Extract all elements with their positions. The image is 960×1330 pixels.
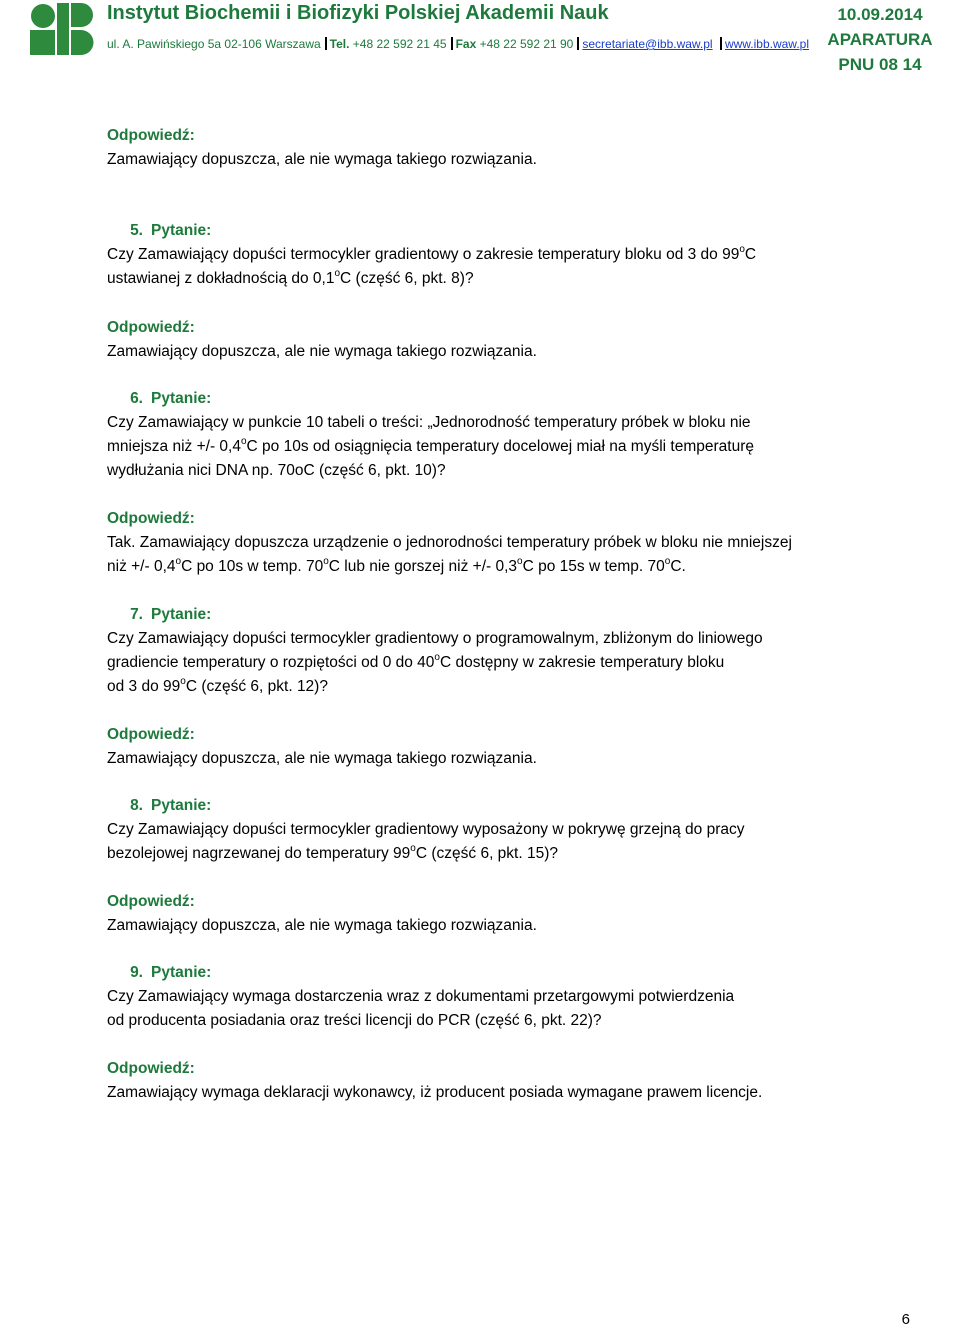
fax-value: +48 22 592 21 90	[479, 37, 574, 51]
question-text	[107, 845, 558, 863]
institute-name: Instytut Biochemii i Biofizyki Polskiej Akademii Nauk	[107, 2, 609, 24]
question-text: Czy Zamawiający dopuści termocykler gradientowy wyposażony w pokrywę grzejną do pracy	[107, 821, 745, 838]
text-segment: C	[744, 246, 757, 263]
degree-sup: o	[334, 268, 341, 279]
question-number: 7.	[130, 606, 143, 623]
answer-text: Zamawiający wymaga deklaracji wykonawcy, iż producent posiada wymagane prawem licencje.	[107, 1084, 763, 1101]
text-segment: Czy Zamawiający dopuści termocykler gradientowy o zakresie temperatury bloku od 3 do 99	[107, 246, 740, 263]
question-text	[107, 678, 328, 696]
separator	[451, 37, 453, 50]
question-heading	[107, 606, 211, 624]
question-number: 9.	[130, 964, 143, 981]
text-segment: ustawianej z dokładnością do 0,1	[107, 270, 335, 287]
degree-sup: o	[517, 556, 523, 567]
separator	[720, 37, 722, 50]
question-label: Pytanie:	[151, 964, 212, 981]
tel-value: +48 22 592 21 45	[352, 37, 447, 51]
degree-sup: o	[240, 436, 247, 447]
answer-text: Zamawiający dopuszcza, ale nie wymaga takiego rozwiązania.	[107, 151, 537, 168]
text-segment: C po 15s w temp. 70	[522, 558, 665, 575]
degree-sup: o	[410, 843, 416, 854]
degree-sup: o	[323, 556, 329, 567]
degree-sup: o	[739, 244, 745, 255]
answer-text: Zamawiający dopuszcza, ale nie wymaga takiego rozwiązania.	[107, 343, 537, 360]
answer-text	[107, 558, 686, 576]
answer-label: Odpowiedź:	[107, 726, 195, 743]
answer-label: Odpowiedź:	[107, 127, 195, 144]
question-label: Pytanie:	[151, 606, 212, 623]
question-label: Pytanie:	[151, 222, 212, 239]
degree-sup: o	[664, 556, 671, 567]
text-segment: C (część 6, pkt. 8)?	[340, 270, 474, 287]
answer-label: Odpowiedź:	[107, 319, 195, 336]
question-label: Pytanie:	[151, 390, 212, 407]
text-segment: od 3 do 99	[107, 678, 181, 695]
text-segment: niż +/- 0,4	[107, 558, 176, 575]
question-heading	[107, 964, 211, 982]
website-link[interactable]: www.ibb.waw.pl	[724, 37, 809, 51]
question-text	[107, 438, 754, 456]
answer-label: Odpowiedź:	[107, 1060, 195, 1077]
question-text	[107, 654, 724, 672]
address: ul. A. Pawińskiego 5a 02-106 Warszawa	[107, 37, 321, 51]
separator	[325, 37, 327, 50]
text-segment: C po 10s od osiągnięcia temperatury docelowej miał na myśli temperaturę	[246, 438, 754, 455]
fax-label: Fax	[455, 37, 477, 51]
question-number: 6.	[130, 390, 143, 407]
answer-text: Tak. Zamawiający dopuszcza urządzenie o jednorodności temperatury próbek w bloku nie mniejszej	[107, 534, 792, 551]
page-number: 6	[901, 1311, 910, 1328]
question-text: wydłużania nici DNA np. 70oC (część 6, pkt. 10)?	[107, 462, 446, 479]
question-text: Czy Zamawiający wymaga dostarczenia wraz z dokumentami przetargowymi potwierdzenia	[107, 988, 735, 1005]
text-segment: C dostępny w zakresie temperatury bloku	[439, 654, 725, 671]
question-text: Czy Zamawiający w punkcie 10 tabeli o treści: „Jednorodność temperatury próbek w bloku nie	[107, 414, 751, 431]
text-segment: gradiencie temperatury o rozpiętości od 0 do 40	[107, 654, 435, 671]
question-text	[107, 270, 474, 288]
text-segment: C po 10s w temp. 70	[181, 558, 324, 575]
text-segment: C (część 6, pkt. 12)?	[185, 678, 328, 695]
degree-sup: o	[180, 676, 186, 687]
header-meta	[820, 2, 940, 77]
document-category: APARATURA	[827, 30, 933, 49]
contact-line	[107, 37, 809, 51]
document-ref: PNU 08 14	[838, 55, 922, 74]
answer-text: Zamawiający dopuszcza, ale nie wymaga takiego rozwiązania.	[107, 750, 537, 767]
degree-sup: o	[434, 652, 440, 663]
question-text	[107, 246, 756, 264]
page-header	[0, 0, 960, 80]
question-text: Czy Zamawiający dopuści termocykler gradientowy o programowalnym, zbliżonym do liniowego	[107, 630, 763, 647]
question-text: od producenta posiadania oraz treści licencji do PCR (część 6, pkt. 22)?	[107, 1012, 602, 1029]
answer-text: Zamawiający dopuszcza, ale nie wymaga takiego rozwiązania.	[107, 917, 537, 934]
email-link[interactable]: secretariate@ibb.waw.pl	[582, 37, 713, 51]
answer-label: Odpowiedź:	[107, 893, 195, 910]
text-segment: mniejsza niż +/- 0,4	[107, 438, 241, 455]
answer-label: Odpowiedź:	[107, 510, 195, 527]
text-segment: C (część 6, pkt. 15)?	[415, 845, 558, 862]
degree-sup: o	[175, 556, 182, 567]
text-segment: C lub nie gorszej niż +/- 0,3	[328, 558, 518, 575]
question-number: 8.	[130, 797, 143, 814]
text-segment: C.	[670, 558, 686, 575]
institute-logo	[30, 3, 102, 55]
document-date: 10.09.2014	[837, 5, 923, 24]
question-heading	[107, 390, 211, 408]
question-label: Pytanie:	[151, 797, 212, 814]
tel-label: Tel.	[329, 37, 350, 51]
text-segment: bezolejowej nagrzewanej do temperatury 99	[107, 845, 411, 862]
question-heading	[107, 222, 211, 240]
question-heading	[107, 797, 211, 815]
separator	[577, 37, 579, 50]
question-number: 5.	[130, 222, 143, 239]
